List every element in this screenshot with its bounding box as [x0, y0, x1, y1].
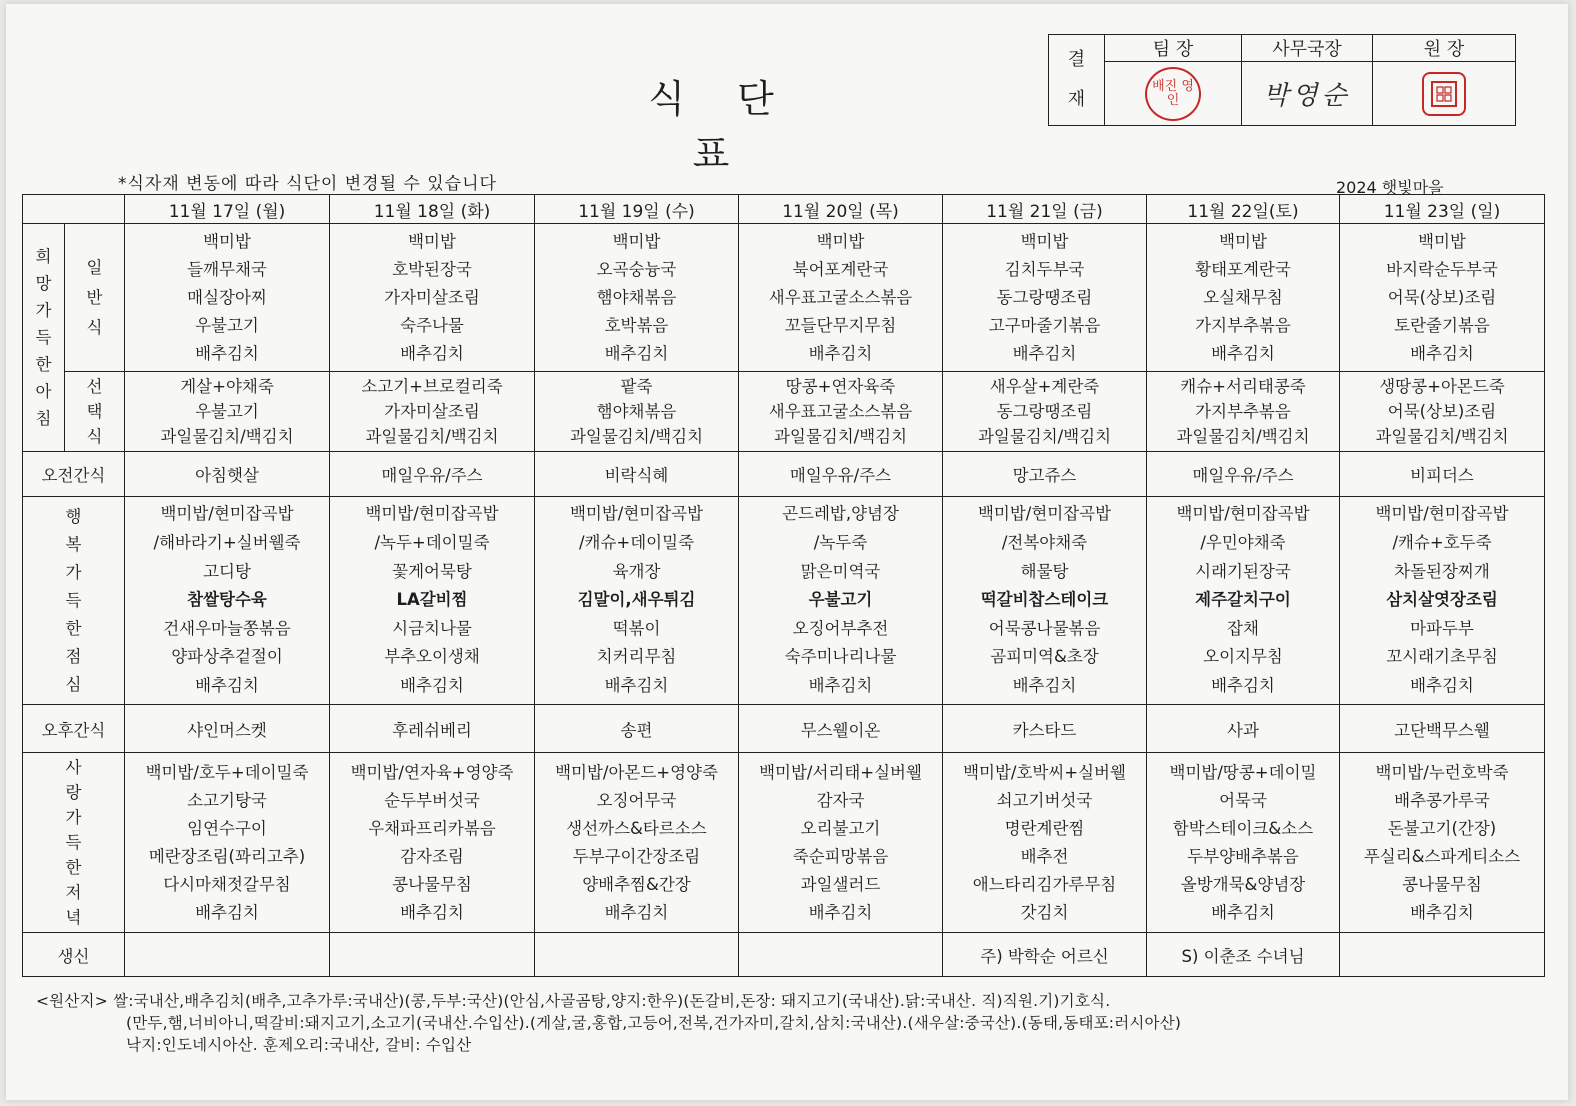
breakfast-general-cell: 백미밥 김치두부국 동그랑땡조림 고구마줄기볶음 배추김치 — [943, 224, 1147, 372]
pm-snack-cell: 무스웰이온 — [739, 705, 943, 753]
handwritten-signature: 박영순 — [1263, 81, 1351, 111]
approval-box — [1048, 34, 1516, 126]
origin-line: <원산지> 쌀:국내산,배추김치(배추,고추가루:국내산)(콩,두부:국산)(안심,사골곰탕,양지:한우)(돈갈비,돈장: 돼지고기(국내산).닭:국내산. 직)직원.기)기호식. — [36, 992, 1111, 1010]
lunch-cell: 백미밥/현미잡곡밥 /녹두+데이밀죽 꽃게어묵탕 LA갈비찜 시금치나물 부추오이생채 배추김치 — [330, 497, 535, 705]
day-header: 11월 17일 (월) — [125, 195, 330, 224]
birthday-cell: S) 이춘조 수녀님 — [1147, 933, 1340, 977]
dinner-cell: 백미밥/아몬드+영양죽 오징어무국 생선까스&타르소스 두부구이간장조림 양배추찜&간장 배추김치 — [535, 753, 739, 933]
dinner-cell: 백미밥/서리태+실버웰 감자국 오리불고기 죽순피망볶음 과일샐러드 배추김치 — [739, 753, 943, 933]
breakfast-select-cell: 소고기+브로컬리죽 가자미살조림 과일물김치/백김치 — [330, 372, 535, 452]
lunch-cell: 백미밥/현미잡곡밥 /해바라기+실버웰죽 고디탕 참쌀탕수육 건새우마늘쫑볶음 양파상추겉절이 배추김치 — [125, 497, 330, 705]
breakfast-select-cell: 팥죽 햄야채볶음 과일물김치/백김치 — [535, 372, 739, 452]
birthday-cell: 주) 박학순 어르신 — [943, 933, 1147, 977]
am-snack-cell: 매일우유/주스 — [1147, 452, 1340, 497]
day-header: 11월 21일 (금) — [943, 195, 1147, 224]
lunch-cell: 백미밥/현미잡곡밥 /우민야채죽 시래기된장국 제주갈치구이 잡채 오이지무침 배추김치 — [1147, 497, 1340, 705]
day-header: 11월 20일 (목) — [739, 195, 943, 224]
pm-snack-cell: 후레쉬베리 — [330, 705, 535, 753]
day-header: 11월 22일(토) — [1147, 195, 1340, 224]
dinner-cell: 백미밥/호박씨+실버웰 쇠고기버섯국 명란계란찜 배추전 애느타리김가루무침 갓김치 — [943, 753, 1147, 933]
breakfast-label: 희 망 가 득 한 아 침 — [23, 224, 65, 452]
red-seal-stamp: 배진 영인 — [1145, 67, 1201, 121]
breakfast-general-cell: 백미밥 들깨무채국 매실장아찌 우불고기 배추김치 — [125, 224, 330, 372]
breakfast-general-cell: 백미밥 황태포계란국 오실채무침 가지부추볶음 배추김치 — [1147, 224, 1340, 372]
pm-snack-cell: 사과 — [1147, 705, 1340, 753]
role-secretary-general: 사무국장 — [1242, 35, 1373, 62]
birthday-label: 생신 — [23, 933, 125, 977]
team-leader-stamp-cell — [1105, 62, 1242, 126]
notice-text: *식자재 변동에 따라 식단이 변경될 수 있습니다 — [118, 174, 497, 194]
lunch-cell: 백미밥/현미잡곡밥 /캐슈+호두죽 차돌된장찌개 삼치살엿장조림 마파두부 꼬시래기초무침 배추김치 — [1340, 497, 1545, 705]
lunch-cell: 곤드레밥,양념장 /녹두죽 맑은미역국 우불고기 오징어부추전 숙주미나리나물 배추김치 — [739, 497, 943, 705]
origin-line: (만두,햄,너비아니,떡갈비:돼지고기,소고기(국내산.수입산).(게살,굴,홍합,고등어,전복,건가자미,갈치,삼치:국내산).(새우살:중국산).(동태,동태포:러시아산) — [126, 1014, 1182, 1032]
pm-snack-cell: 송편 — [535, 705, 739, 753]
breakfast-select-cell: 캐슈+서리태콩죽 가지부추볶음 과일물김치/백김치 — [1147, 372, 1340, 452]
corner-cell — [23, 195, 125, 224]
breakfast-general-cell: 백미밥 호박된장국 가자미살조림 숙주나물 배추김치 — [330, 224, 535, 372]
breakfast-select-cell: 새우살+계란죽 동그랑땡조림 과일물김치/백김치 — [943, 372, 1147, 452]
approval-group-label: 결 재 — [1049, 35, 1105, 126]
select-meal-label: 선 택 식 — [65, 372, 125, 452]
page-title: 식 단 표 — [648, 77, 794, 176]
breakfast-select-cell: 땅콩+연자육죽 새우표고굴소스볶음 과일물김치/백김치 — [739, 372, 943, 452]
pm-snack-label: 오후간식 — [23, 705, 125, 753]
lunch-cell: 백미밥/현미잡곡밥 /캐슈+데이밀죽 육개장 김말이,새우튀김 떡볶이 치커리무침 배추김치 — [535, 497, 739, 705]
origin-line: 낙지:인도네시아산. 훈제오리:국내산, 갈비: 수입산 — [126, 1036, 472, 1054]
organization-label: 2024 햇빛마을 — [1336, 178, 1444, 197]
birthday-cell — [125, 933, 330, 977]
am-snack-cell: 아침햇살 — [125, 452, 330, 497]
birthday-cell — [1340, 933, 1545, 977]
role-team-leader: 팀 장 — [1105, 35, 1242, 62]
am-snack-cell: 매일우유/주스 — [330, 452, 535, 497]
secretary-signature-cell — [1242, 62, 1373, 126]
lunch-cell: 백미밥/현미잡곡밥 /전복야채죽 해물탕 떡갈비찹스테이크 어묵콩나물볶음 곰피미역&초장 배추김치 — [943, 497, 1147, 705]
birthday-cell — [330, 933, 535, 977]
birthday-cell — [535, 933, 739, 977]
breakfast-select-cell: 게살+야채죽 우불고기 과일물김치/백김치 — [125, 372, 330, 452]
pm-snack-cell: 고단백무스웰 — [1340, 705, 1545, 753]
day-header: 11월 23일 (일) — [1340, 195, 1545, 224]
pm-snack-cell: 샤인머스켓 — [125, 705, 330, 753]
origin-notes — [36, 990, 1181, 1056]
day-header: 11월 18일 (화) — [330, 195, 535, 224]
role-director: 원 장 — [1373, 35, 1516, 62]
square-seal-icon — [1422, 72, 1466, 116]
am-snack-cell: 매일우유/주스 — [739, 452, 943, 497]
dinner-cell: 백미밥/호두+데이밀죽 소고기탕국 임연수구이 메란장조림(꽈리고추) 다시마채젓갈무침 배추김치 — [125, 753, 330, 933]
menu-sheet — [6, 4, 1568, 1100]
am-snack-cell: 망고쥬스 — [943, 452, 1147, 497]
dinner-label: 사 랑 가 득 한 저 녁 — [23, 753, 125, 933]
am-snack-label: 오전간식 — [23, 452, 125, 497]
breakfast-select-cell: 생땅콩+아몬드죽 어묵(상보)조림 과일물김치/백김치 — [1340, 372, 1545, 452]
breakfast-general-cell: 백미밥 바지락순두부국 어묵(상보)조림 토란줄기볶음 배추김치 — [1340, 224, 1545, 372]
breakfast-general-cell: 백미밥 북어포계란국 새우표고굴소스볶음 꼬들단무지무침 배추김치 — [739, 224, 943, 372]
am-snack-cell: 비피더스 — [1340, 452, 1545, 497]
dinner-cell: 백미밥/연자육+영양죽 순두부버섯국 우채파프리카볶음 감자조림 콩나물무침 배추김치 — [330, 753, 535, 933]
lunch-label: 행 복 가 득 한 점 심 — [23, 497, 125, 705]
pm-snack-cell: 카스타드 — [943, 705, 1147, 753]
birthday-cell — [739, 933, 943, 977]
director-stamp-cell — [1373, 62, 1516, 126]
general-meal-label: 일 반 식 — [65, 224, 125, 372]
dinner-cell: 백미밥/누런호박죽 배추콩가루국 돈불고기(간장) 푸실리&스파게티소스 콩나물무침 배추김치 — [1340, 753, 1545, 933]
day-header: 11월 19일 (수) — [535, 195, 739, 224]
breakfast-general-cell: 백미밥 오곡숭늉국 햄야채볶음 호박볶음 배추김치 — [535, 224, 739, 372]
meal-table — [22, 194, 1545, 977]
am-snack-cell: 비락식혜 — [535, 452, 739, 497]
dinner-cell: 백미밥/땅콩+데이밀 어묵국 함박스테이크&소스 두부양배추볶음 올방개묵&양념장 배추김치 — [1147, 753, 1340, 933]
